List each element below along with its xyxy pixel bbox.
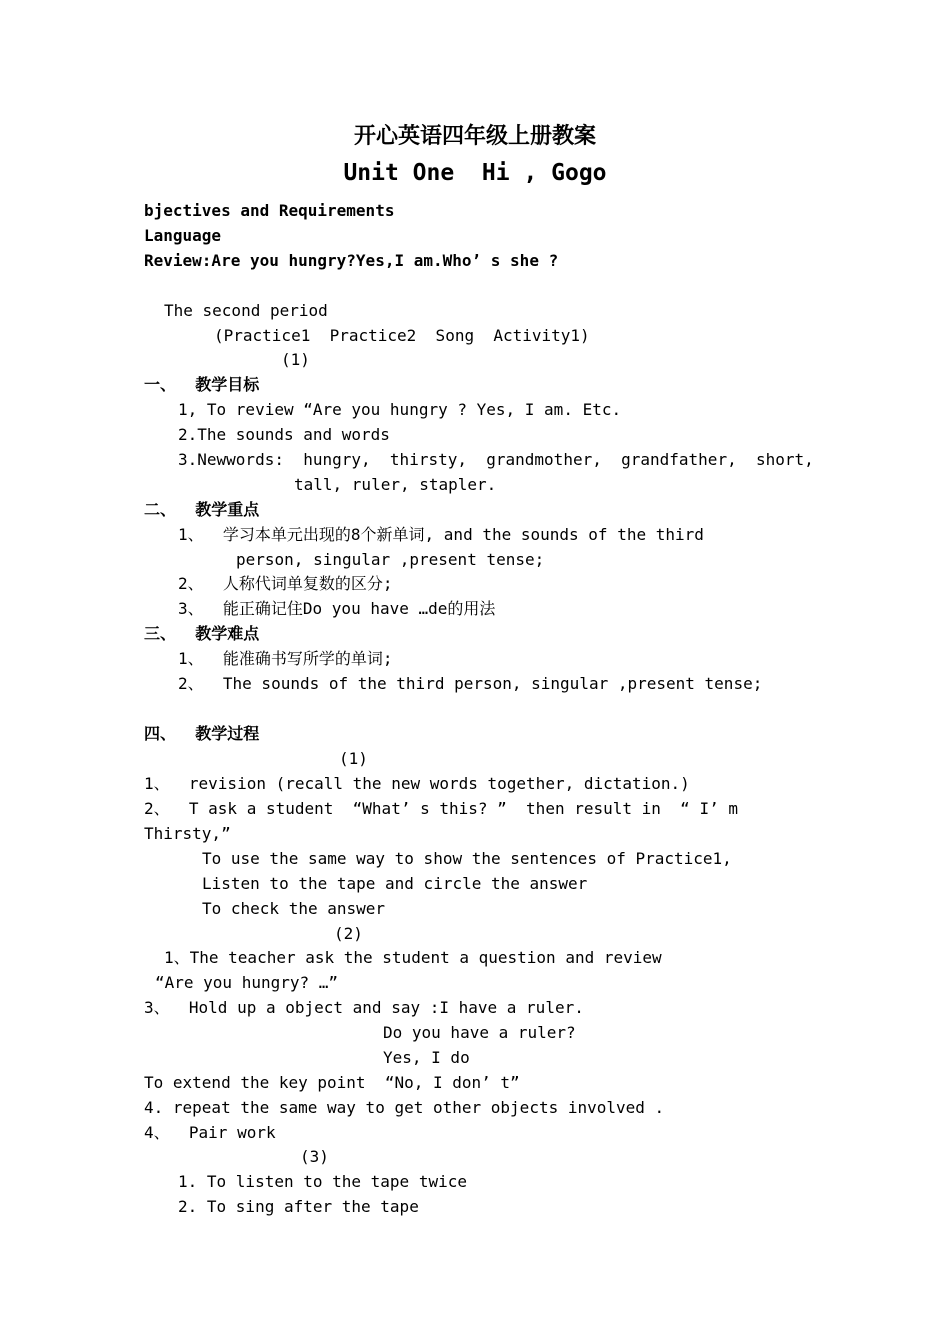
process-line: 1、The teacher ask the student a question and review	[164, 948, 662, 967]
process-line: Yes, I do	[383, 1048, 470, 1067]
process-line: 1、 revision (recall the new words together, dictation.)	[144, 774, 690, 793]
period-name: The second period	[164, 301, 328, 320]
language-label: Language	[144, 226, 222, 245]
section-heading-key-points: 二、 教学重点	[144, 500, 260, 519]
process-line: 2、 T ask a student “What’ s this? ” then result in “ I’ m	[144, 799, 738, 818]
process-line: 4、 Pair work	[144, 1123, 276, 1142]
section-heading-objectives: 一、 教学目标	[144, 375, 260, 394]
difficulty-item: 2、 The sounds of the third person, singular ,present tense;	[178, 674, 763, 693]
process-line: 1. To listen to the tape twice	[178, 1172, 467, 1191]
process-line: Listen to the tape and circle the answer	[202, 874, 588, 893]
key-point-item: 3、 能正确记住Do you have …de的用法	[178, 599, 496, 618]
objective-item: 1, To review “Are you hungry ? Yes, I am. Etc.	[178, 400, 622, 419]
step-number: (2)	[334, 924, 363, 943]
process-line: Do you have a ruler?	[383, 1023, 576, 1042]
key-point-item-continued: person, singular ,present tense;	[236, 550, 545, 569]
process-line: 3、 Hold up a object and say :I have a ruler.	[144, 998, 584, 1017]
section-heading-process: 四、 教学过程	[144, 724, 260, 743]
process-line: To check the answer	[202, 899, 386, 918]
objective-item: 2.The sounds and words	[178, 425, 390, 444]
process-line: 2. To sing after the tape	[178, 1197, 419, 1216]
process-line: To extend the key point “No, I don’ t”	[144, 1073, 520, 1092]
period-number: (1)	[281, 350, 310, 369]
step-number: (1)	[339, 749, 368, 768]
process-line: To use the same way to show the sentences of Practice1,	[202, 849, 732, 868]
step-number: (3)	[300, 1147, 329, 1166]
document-title-cn: 开心英语四年级上册教案	[353, 123, 596, 149]
key-point-item: 2、 人称代词单复数的区分;	[178, 574, 393, 593]
objective-item: 3.Newwords: hungry, thirsty, grandmother, grandfather, short,	[178, 450, 814, 469]
review-line: Review:Are you hungry?Yes,I am.Who’ s she ?	[144, 251, 559, 270]
period-activities: (Practice1 Practice2 Song Activity1)	[214, 326, 590, 345]
process-line: Thirsty,”	[144, 824, 231, 843]
objectives-label: bjectives and Requirements	[144, 201, 395, 220]
unit-title: Unit One Hi , Gogo	[343, 160, 607, 186]
key-point-item: 1、 学习本单元出现的8个新单词, and the sounds of the third	[178, 525, 704, 544]
objective-item-continued: tall, ruler, stapler.	[294, 475, 497, 494]
difficulty-item: 1、 能准确书写所学的单词;	[178, 649, 393, 668]
process-line: “Are you hungry? …”	[155, 973, 339, 992]
process-line: 4. repeat the same way to get other objects involved .	[144, 1098, 665, 1117]
section-heading-difficulties: 三、 教学难点	[144, 624, 260, 643]
